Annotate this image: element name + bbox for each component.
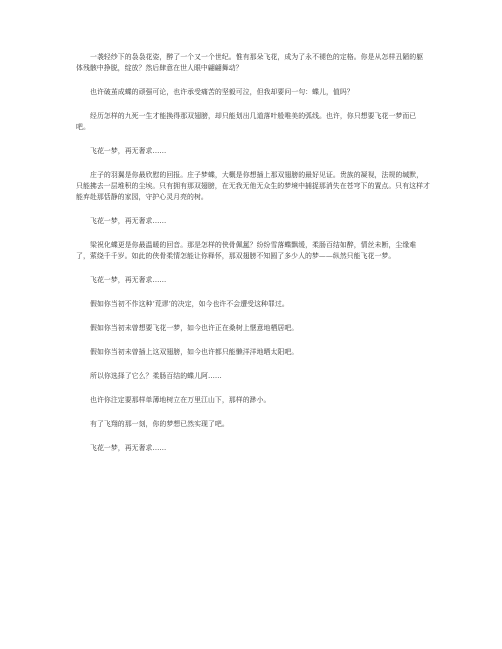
paragraph: 所以你选择了它么？柔肠百结的蝶儿阿…… xyxy=(90,372,222,380)
paragraph: 经历怎样的九死一生才能换得那双翅膀，却只能划出几道落叶般唯美的弧线。也许，你只想要飞花一梦而已吧。 xyxy=(76,112,417,131)
paragraph: 也许破茧成蝶的顽强可论，也许承受痛苦的坚毅可泣，但我却要问一句：蝶儿，值吗？ xyxy=(90,88,354,96)
refrain: 飞花一梦，再无奢求…… xyxy=(90,147,167,155)
paragraph: 一袭轻纱下的袅袅花姿，醉了一个又一个世纪。惟有那朵飞花，成为了永不褪色的定格。你是从怎样丑陋的躯体残骸中挣脱，绽放？然后肆意在世人眼中翩翩舞动？ xyxy=(76,53,424,72)
paragraph: 也许你注定要那样单薄地树立在万里江山下，那样的渺小。 xyxy=(90,396,271,404)
refrain: 飞花一梦，再无奢求…… xyxy=(90,217,167,225)
paragraph: 庄子的羽翼是你最欣慰的回报。庄子梦蝶，大概是你想插上那双翅膀的最好见证。贵族的凝视，法规的缄默，只能拂去一层堆积的尘埃。只有拥有那双翅膀，在无我无他无众生的梦境中捕捉那消失在苍穹下的置点。只有这样才能弃赴那恬静的家园，守护心灵月亮的树。 xyxy=(76,171,430,201)
paragraph: 梁祝化蝶更是你最温暖的回音。那是怎样的侠骨佩氲？纷纷雪落蝶飘缓，柔肠百结如醉，情丝未断，尘缘难了，萦绕千千岁。如此的侠骨柔情怎能让你释怀，那双翅膀不知圆了多少人的梦——纵然只能飞花一梦。 xyxy=(76,241,417,260)
paragraph: 有了飞翔的那一刻，你的梦想已然实现了吧。 xyxy=(90,420,229,428)
refrain: 飞花一梦，再无奢求…… xyxy=(90,276,167,284)
paragraph: 假如你当初未曾插上这双翅膀，如今也许都只能懒洋洋地晒太阳吧。 xyxy=(90,348,299,356)
paragraph: 假如你当初不作这种‘荒谬’的决定，如今也许不会遭受这种罪过。 xyxy=(90,300,289,308)
document-body xyxy=(76,52,430,454)
paragraph: 假如你当初未曾想要飞花一梦，如今也许正在桑树上惬意地栖居吧。 xyxy=(90,324,299,332)
refrain: 飞花一梦，再无奢求…… xyxy=(90,444,167,452)
